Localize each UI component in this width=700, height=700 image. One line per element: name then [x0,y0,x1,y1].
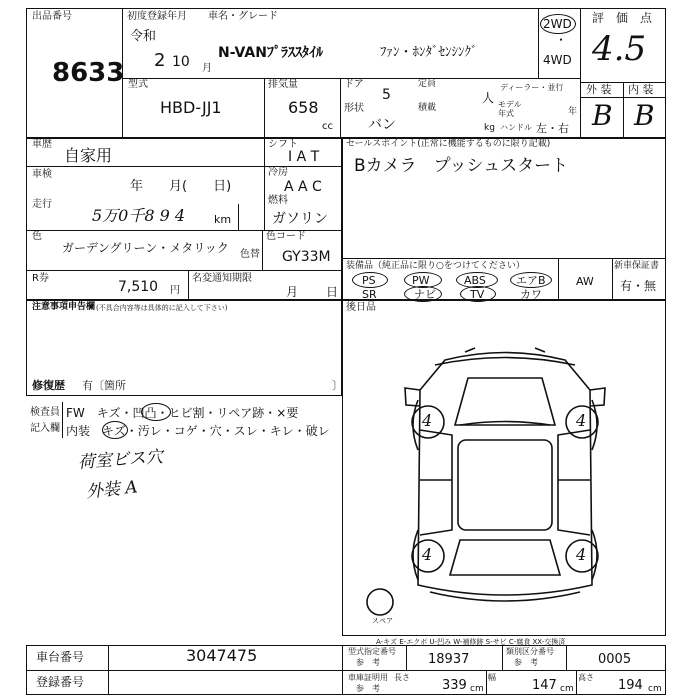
divider [62,402,63,438]
class-label: 類別区分番号 [506,647,554,656]
tire-mark-rear-left: 4 [422,545,433,564]
color-code-value: GY33M [282,249,331,265]
usage-value: 自家用 [64,146,113,165]
equip-leather: カワ [520,288,542,301]
tire-mark-front-right: 4 [576,411,587,430]
equip-pw: PW [412,274,430,287]
width-label: 幅 [488,673,496,682]
fuel-value: ガソリン [272,211,328,227]
capacity-unit: 人 [482,91,495,105]
divider [342,645,343,695]
model-name: N-VANﾌﾟﾗｽｽﾀｲﾙ [218,45,323,61]
shape-value: バン [368,117,396,133]
model-year-label: モデル年式 [498,100,522,118]
inspector-label-1: 検査員 [30,407,60,418]
height-unit: cm [648,684,662,694]
repair-value: 有〔箇所 [82,379,126,392]
divider [580,8,581,138]
exterior-grade: B [592,99,613,132]
aw-label: AW [576,275,594,288]
dent-circle [141,403,171,421]
spare-label: スペア [372,617,393,625]
exterior-label: 外 装 [586,83,612,96]
divider [340,78,341,138]
displacement-unit: cc [322,121,333,132]
model-year-unit: 年 [568,107,578,117]
lot-number-label: 出品番号 [32,11,72,22]
inspection-value: 年 月( 日) [130,179,232,194]
equipment-label: 装備品（純正品に限り○をつけてください） [346,261,525,271]
name-change-day: 日 [326,285,339,299]
type-value: HBD-JJ1 [160,98,222,117]
equip-tv: TV [470,288,485,301]
exterior-row: FW キズ・凹凸・ヒビ割・リペア跡・×要 [66,406,299,420]
rear-label: 後日品 [346,302,376,313]
length-unit: cm [470,684,484,694]
divider [264,138,265,230]
damage-legend: A-キズ E-エクボ U-凹み W-補修跡 S-サビ C-腐食 XX-交換済 [376,638,566,646]
handwritten-note-2: 外装 A [85,477,139,503]
divider [188,270,189,300]
handle-label: ハンドル [500,123,532,132]
class-ref: 参 考 [514,658,538,667]
reg-year: 2 [154,50,166,71]
era: 令和 [130,29,157,44]
interior-grade: B [634,99,655,132]
month-unit: 月 [202,63,212,74]
divider [566,645,567,670]
tire-mark-front-left: 4 [422,411,433,430]
drive-dot: ・ [555,33,568,47]
capacity-label: 定員 [418,79,437,89]
equip-ps: PS [362,274,376,287]
divider [580,97,666,98]
first-reg-label: 初度登録年月 [127,11,187,22]
score-value: 4.5 [592,29,647,69]
mileage-label: 走行 [32,199,52,210]
type-cert-label: 型式指定番号 [348,647,396,656]
shift-value: I A T [288,149,320,165]
sales-point-value: Bカメラ プッシュスタート [354,156,569,176]
repair-close: 〕 [332,379,343,392]
vehicle-cert-ref: 参 考 [356,684,380,693]
doors-label: ドア [344,79,364,90]
vehicle-diagram [350,330,660,630]
lot-number: 8633 [52,58,125,88]
equip-navi: ナビ [414,288,436,301]
vehicle-cert-label: 車庫証明用 [348,673,388,682]
height-value: 194 [618,678,643,693]
divider [26,670,666,671]
load-unit: kg [484,123,495,133]
recycle-value: 7,510 [118,279,159,295]
recycle-label: R券 [32,273,49,284]
name-change-label: 名変通知期限 [192,273,252,284]
chassis-value: 3047475 [186,646,258,665]
chassis-label: 車台番号 [36,650,85,664]
mileage-value: 5万0千8 9 4 [92,206,186,225]
equip-abs: ABS [464,274,486,287]
width-unit: cm [560,684,574,694]
mileage-unit: km [214,213,232,226]
color-value: ガーデングリーン・メタリック [62,241,229,255]
displacement-label: 排気量 [268,79,298,90]
registration-label: 登録番号 [36,675,85,689]
sales-point-label: セールスポイント(正常に機能するものに限り記載) [346,139,551,149]
drive-4wd: 4WD [543,53,572,67]
model-label: 車名・グレード [208,11,278,22]
warranty-label: 新車保証書 [614,261,660,271]
notes-sub: (不具合内容等は具体的に記入して下さい) [96,304,228,312]
type-cert-value: 18937 [428,652,470,667]
displacement-value: 658 [288,98,319,117]
divider [26,166,342,167]
divider [264,78,265,138]
type-label: 型式 [128,79,148,90]
name-change-month: 月 [286,285,299,299]
divider [538,8,539,78]
divider [26,270,342,271]
shape-label: 形状 [344,103,364,114]
divider [612,258,613,300]
inspection-label: 車検 [32,169,52,180]
divider [502,645,503,670]
class-value: 0005 [598,652,632,667]
divider [406,645,407,670]
warranty-value: 有・無 [620,279,657,293]
equip-sr: SR [362,288,377,301]
ac-value: A A C [284,179,322,195]
fuel-label: 燃料 [268,195,288,206]
reg-month: 10 [172,54,190,70]
load-label: 積載 [418,103,437,113]
inspector-label-2: 記入欄 [30,423,60,434]
handwritten-note-1: 荷室ビス穴 [77,447,164,473]
scratch-circle [102,421,128,439]
usage-label: 車歴 [32,139,52,150]
divider [108,645,109,695]
divider [238,204,239,230]
length-label: 長さ [394,673,410,682]
color-change-label: 色替 [240,249,260,260]
grade: ﾌｧﾝ・ﾎﾝﾀﾞｾﾝｼﾝｸﾞ [380,45,478,60]
doors-value: 5 [382,87,391,103]
notes-frame [26,300,342,396]
interior-row: 内装 キズ・汚レ・コゲ・穴・スレ・キレ・破レ [66,424,330,438]
length-value: 339 [442,678,467,693]
color-code-label: 色コード [266,231,306,242]
ac-label: 冷房 [268,167,288,178]
score-label: 評 価 点 [592,11,653,25]
type-cert-ref: 参 考 [356,658,380,667]
handle-value: 左・右 [536,122,569,135]
shift-label: シフト [268,139,298,150]
divider [262,230,263,270]
repair-label: 修復歴 [32,379,65,392]
divider [342,258,666,259]
divider [486,670,487,695]
divider [623,82,624,138]
equip-airbag: エアB [516,274,546,287]
interior-label: 内 装 [628,83,654,96]
divider [558,258,559,300]
notes-label: 注意事項申告欄 [32,302,96,312]
color-label: 色 [32,231,42,242]
divider [576,670,577,695]
height-label: 高さ [578,673,594,682]
tire-mark-rear-right: 4 [576,545,587,564]
dealer-label: ディーラー・並行 [500,83,564,92]
drive-2wd: 2WD [543,17,572,31]
recycle-unit: 円 [170,285,180,296]
width-value: 147 [532,678,557,693]
